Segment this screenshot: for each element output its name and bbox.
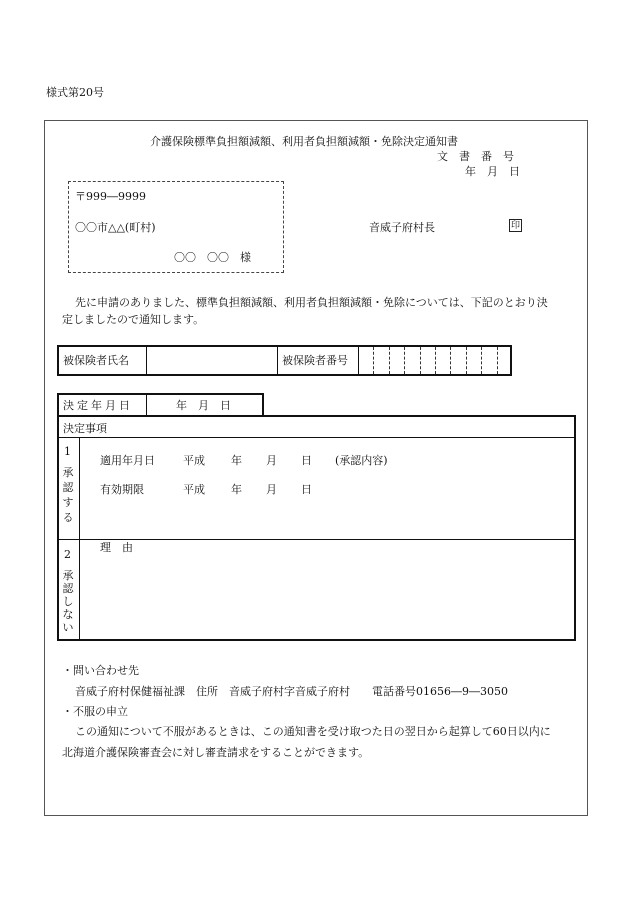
body-text-line1: 先に申請のありました、標準負担額減額、利用者負担額減額・免除については、下記のとおり決 xyxy=(75,296,548,309)
applied-year: 年 xyxy=(231,454,242,467)
approve-number: 1 xyxy=(64,445,71,458)
applied-day: 日 xyxy=(301,454,312,467)
digit-separator xyxy=(389,347,390,374)
valid-day: 日 xyxy=(301,483,312,496)
decision-date-value[interactable]: 年 月 日 xyxy=(176,399,231,412)
appeal-heading: ・不服の申立 xyxy=(62,705,128,718)
postal-code: 〒999―9999 xyxy=(75,190,146,203)
applied-era: 平成 xyxy=(183,454,205,467)
digit-separator xyxy=(373,347,374,374)
appeal-text-line1: この通知について不服があるときは、この通知書を受け取つた日の翌日から起算して60日以内に xyxy=(75,725,551,738)
valid-era: 平成 xyxy=(183,483,205,496)
document-number-label: 文 書 番 号 xyxy=(437,150,514,163)
decision-items-label: 決定事項 xyxy=(63,422,107,435)
insured-name-label: 被保険者氏名 xyxy=(63,354,129,367)
deny-number: 2 xyxy=(64,548,71,561)
inquiry-heading: ・問い合わせ先 xyxy=(62,664,139,677)
body-text-line2: 定しましたので通知します。 xyxy=(62,313,205,326)
decision-date-tab xyxy=(57,393,264,417)
digit-separator xyxy=(420,347,421,374)
applied-month: 月 xyxy=(266,454,277,467)
form-number: 様式第20号 xyxy=(46,86,104,99)
recipient-name: 〇〇 〇〇 様 xyxy=(174,251,251,264)
digit-separator xyxy=(466,347,467,374)
decision-table xyxy=(57,415,576,641)
digit-separator xyxy=(435,347,436,374)
deny-label: 承 認 し な い xyxy=(62,569,74,634)
reason-label: 理 由 xyxy=(100,541,133,554)
approval-content-label: (承認内容) xyxy=(335,454,388,467)
approve-label: 承 認 す る xyxy=(62,466,74,524)
valid-year: 年 xyxy=(231,483,242,496)
insured-number-label: 被保険者番号 xyxy=(282,354,348,367)
valid-month: 月 xyxy=(266,483,277,496)
inquiry-contact: 音威子府村保健福祉課 住所 音威子府村字音威子府村 電話番号01656―9―3050 xyxy=(75,685,508,698)
valid-until-label: 有効期限 xyxy=(100,483,144,496)
decision-date-label: 決定年月日 xyxy=(63,399,133,412)
digit-separator xyxy=(481,347,482,374)
document-date-label: 年 月 日 xyxy=(465,165,520,178)
seal-mark: 印 xyxy=(510,221,520,231)
appeal-text-line2: 北海道介護保険審査会に対し審査請求をすることができます。 xyxy=(62,746,370,759)
document-title: 介護保険標準負担額減額、利用者負担額減額・免除決定通知書 xyxy=(150,135,458,148)
digit-separator xyxy=(497,347,498,374)
digit-separator xyxy=(450,347,451,374)
digit-separator xyxy=(404,347,405,374)
insured-info-row xyxy=(57,345,512,376)
applied-date-label: 適用年月日 xyxy=(100,454,155,467)
issuer-name: 音威子府村長 xyxy=(369,221,435,234)
recipient-city: 〇〇市△△(町村) xyxy=(75,221,156,234)
